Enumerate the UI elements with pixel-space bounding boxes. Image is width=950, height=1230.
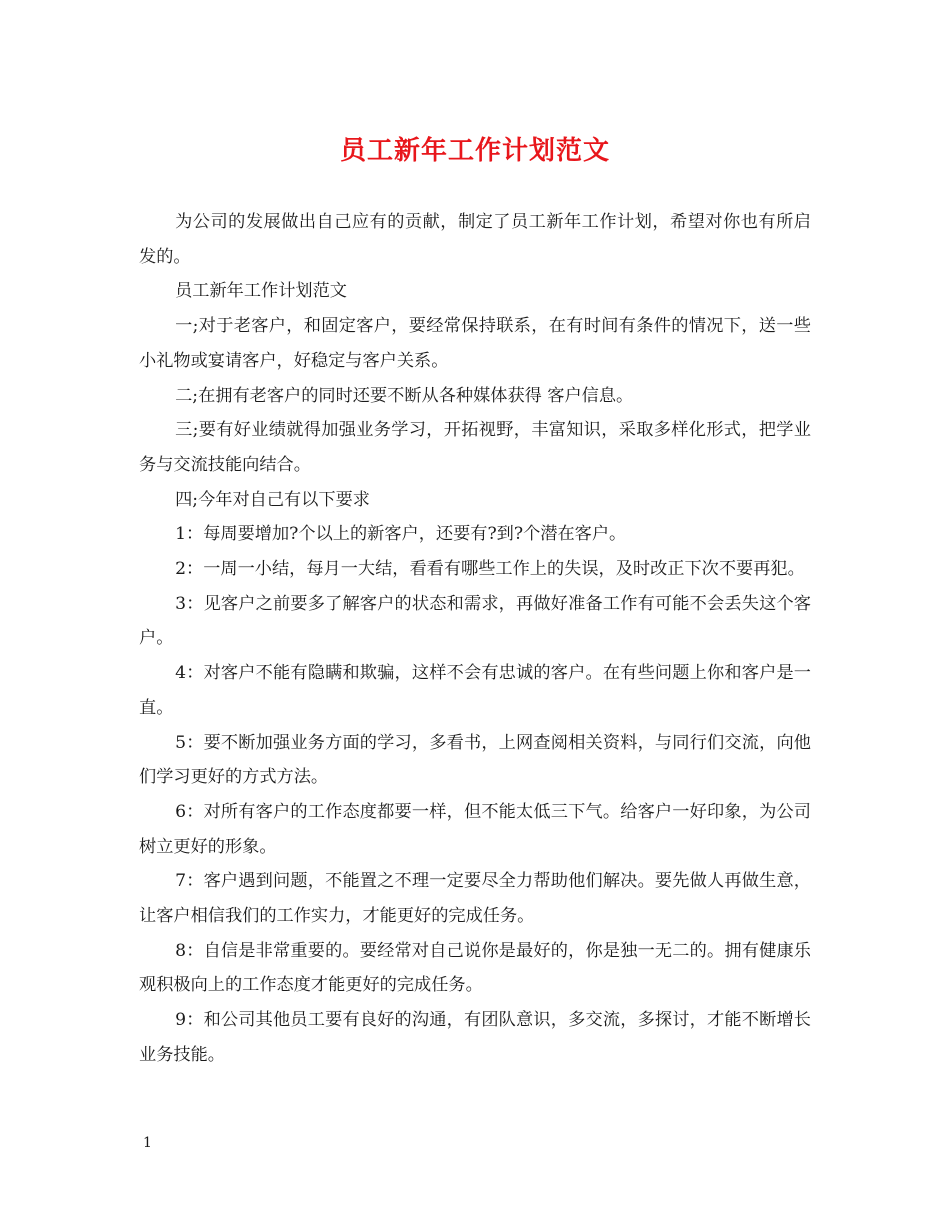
paragraph-subtitle: 员工新年工作计划范文 bbox=[175, 281, 347, 302]
document-body bbox=[139, 205, 811, 1073]
requirement-4: 4：对客户不能有隐瞒和欺骗，这样不会有忠诚的客户。在有些问题上你和客户是一直。 bbox=[139, 663, 811, 718]
requirement-2: 2：一周一小结，每月一大结，看看有哪些工作上的失误，及时改正下次不要再犯。 bbox=[175, 559, 805, 580]
requirement-6: 6：对所有客户的工作态度都要一样，但不能太低三下气。给客户一好印象，为公司树立更好的形象。 bbox=[139, 801, 811, 857]
paragraph-item-4: 四;今年对自己有以下要求 bbox=[175, 489, 370, 510]
paragraph-item-3: 三;要有好业绩就得加强业务学习，开拓视野，丰富知识，采取多样化形式，把学业务与交流技能向结合。 bbox=[139, 420, 811, 475]
requirement-7: 7：客户遇到问题，不能置之不理一定要尽全力帮助他们解决。要先做人再做生意，让客户相信我们的工作实力，才能更好的完成任务。 bbox=[139, 871, 811, 927]
requirement-3: 3：见客户之前要多了解客户的状态和需求，再做好准备工作有可能不会丢失这个客户。 bbox=[139, 593, 811, 649]
paragraph-item-2: 二;在拥有老客户的同时还要不断从各种媒体获得 客户信息。 bbox=[175, 385, 634, 406]
requirement-8: 8：自信是非常重要的。要经常对自己说你是最好的，你是独一无二的。拥有健康乐观积极向上的工作态度才能更好的完成任务。 bbox=[139, 940, 811, 996]
paragraph-item-1: 一;对于老客户，和固定客户，要经常保持联系，在有时间有条件的情况下，送一些小礼物或宴请客户，好稳定与客户关系。 bbox=[139, 316, 811, 371]
page-number: 1 bbox=[143, 1135, 152, 1151]
requirement-9: 9：和公司其他员工要有良好的沟通，有团队意识，多交流，多探讨，才能不断增长业务技能。 bbox=[139, 1010, 811, 1065]
requirement-5: 5：要不断加强业务方面的学习，多看书，上网查阅相关资料，与同行们交流，向他们学习更好的方式方法。 bbox=[139, 732, 811, 788]
document-title: 员工新年工作计划范文 bbox=[339, 136, 610, 166]
requirement-1: 1：每周要增加?个以上的新客户，还要有?到?个潜在客户。 bbox=[175, 524, 627, 545]
paragraph-intro: 为公司的发展做出自己应有的贡献，制定了员工新年工作计划，希望对你也有所启发的。 bbox=[139, 212, 811, 267]
